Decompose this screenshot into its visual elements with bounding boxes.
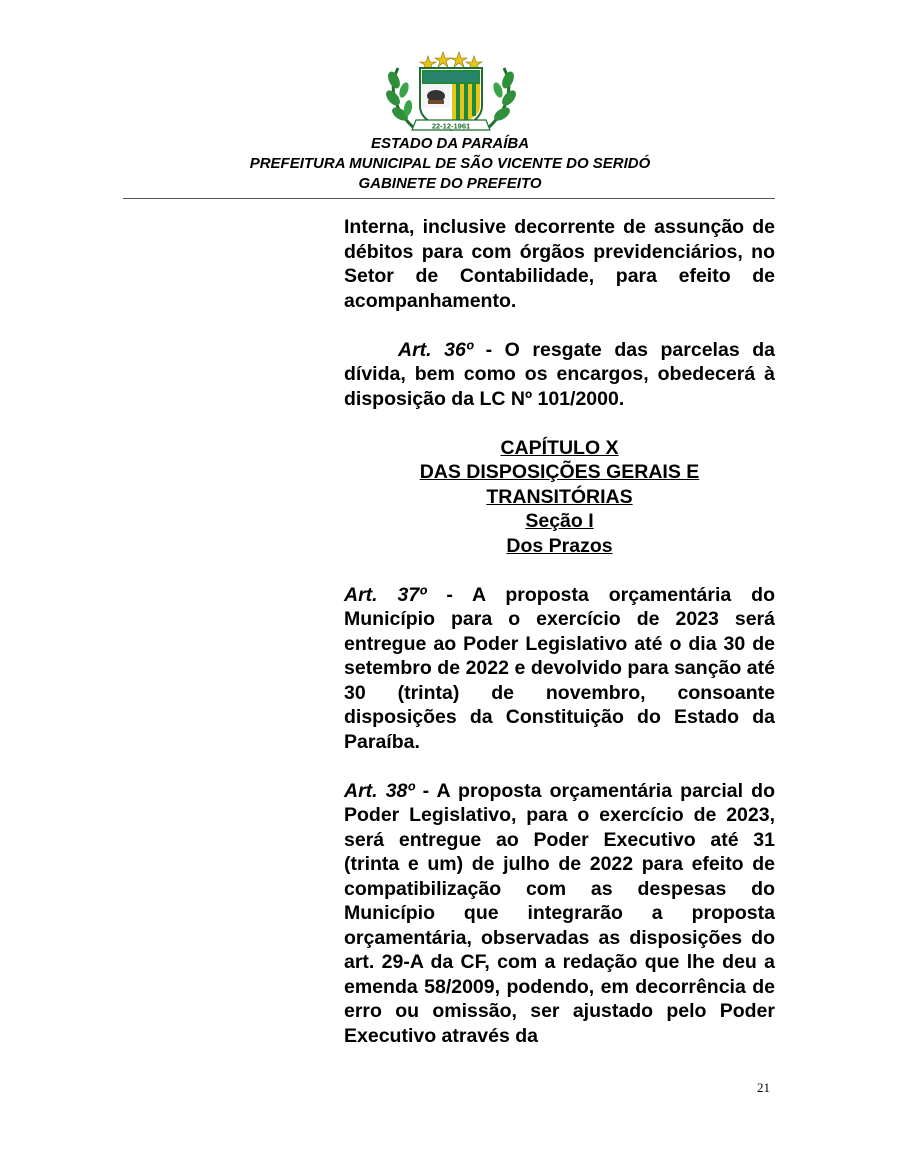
article-36 (344, 338, 775, 412)
document-header (0, 134, 900, 194)
chapter-subtitle-1: DAS DISPOSIÇÕES GERAIS E (419, 461, 700, 483)
date-banner (412, 120, 490, 131)
header-prefecture: PREFEITURA MUNICIPAL DE SÃO VICENTE DO SERIDÓ (249, 155, 651, 172)
header-state: ESTADO DA PARAÍBA (370, 135, 530, 152)
section-subtitle: Dos Prazos (506, 534, 613, 557)
article-38-label: Art. 38º (344, 779, 415, 802)
article-36-text: - O resgate das parcelas da dívida, bem como os encargos, obedecerá à disposição da LC Nº 101/2000. (344, 338, 776, 410)
laurel-branch-left (384, 68, 414, 128)
paragraph-continuation: Interna, inclusive decorrente de assunção de débitos para com órgãos previdenciários, no Setor de Contabilidade, para efeito de acompanhamento. (344, 216, 775, 312)
header-office: GABINETE DO PREFEITO (358, 175, 542, 192)
laurel-branch-right (488, 68, 518, 128)
chapter-title: CAPÍTULO X (500, 436, 619, 459)
article-37-label: Art. 37º (344, 583, 427, 606)
header-divider (123, 198, 775, 199)
chapter-heading (344, 436, 775, 559)
article-37 (344, 583, 775, 755)
article-36-label: Art. 36º (398, 338, 473, 361)
article-37-text: - A proposta orçamentária do Município para o exercício de 2023 será entregue ao Poder Legislativo até o dia 30 de setembro de 2022 e devolvido para sanção até 30 (trinta) de novembro, consoante disposições da Constituição do Estado da Paraíba. (344, 583, 776, 753)
banner-date-text: 22-12-1961 (431, 121, 471, 131)
chapter-subtitle-2: TRANSITÓRIAS (486, 485, 633, 508)
section-title: Seção I (525, 510, 594, 532)
municipal-crest-logo (384, 50, 518, 134)
document-body (344, 215, 775, 1048)
page-number: 21 (757, 1080, 770, 1095)
article-38 (344, 779, 775, 1049)
article-38-text: - A proposta orçamentária parcial do Poder Legislativo, para o exercício de 2023, será entregue ao Poder Executivo até 31 (trinta e um) de julho de 2022 para efeito de compatibilização com as despesas do Município que integrarão a proposta orçamentária, observadas as disposições do art. 29-A da CF, com a redação que lhe deu a emenda 58/2009, podendo, em decorrência de erro ou omissão, ser ajustado pelo Poder Executivo através da (344, 779, 775, 1047)
